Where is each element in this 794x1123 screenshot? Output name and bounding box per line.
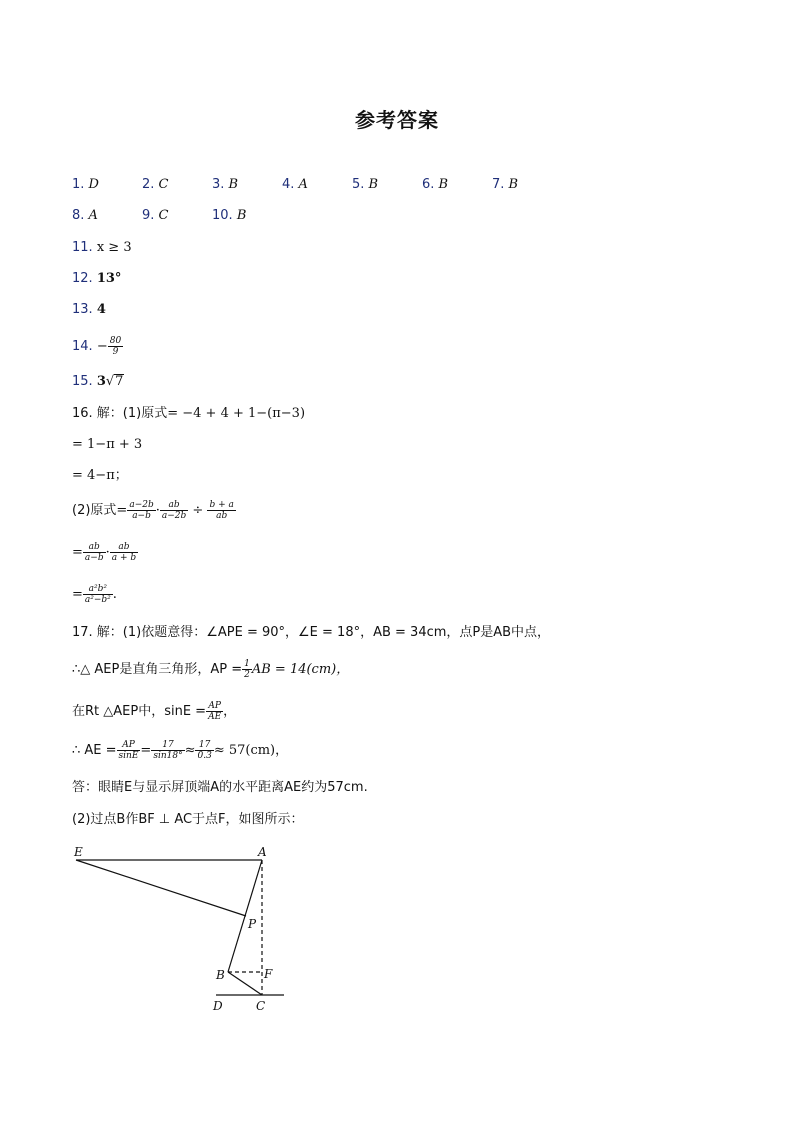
fraction: $\frac{AP}{AE}$ <box>208 701 222 722</box>
answer-13: 13. 4 <box>72 302 106 317</box>
q17-line-3: 在Rt △AEP中，sinE = $\frac{AP}{AE}$ ， <box>72 701 237 722</box>
choice-1: 1. D <box>72 177 99 192</box>
q16-line-2: = 1−π + 3 <box>72 437 143 452</box>
fraction: $\frac{80}{9}$ <box>109 336 122 357</box>
fraction: $\frac{ab}{a-b}$ <box>84 542 104 563</box>
label-A: A <box>258 845 267 859</box>
q16-line-3: = 4−π； <box>72 468 128 483</box>
q17-line-6: (2)过点B作BF ⊥ AC于点F，如图所示： <box>72 812 304 827</box>
fraction: $\frac{b + a}{ab}$ <box>209 500 234 521</box>
fraction: $\frac{17}{0.3}$ <box>197 740 212 761</box>
fraction: $\frac{\text{a²b²}}{\text{a²−b²}}$ <box>84 584 111 605</box>
label-P: P <box>248 917 257 931</box>
fraction: $\frac{ab}{a + b}$ <box>111 542 137 563</box>
label-D: D <box>213 999 223 1013</box>
segment-BC <box>228 972 262 995</box>
choice-5: 5. B <box>352 177 379 192</box>
label-E: E <box>74 845 83 859</box>
answer-15: 15. 3√7 <box>72 374 124 389</box>
fraction: $\frac{AP}{\sin E}$ <box>118 740 139 761</box>
fraction: $\frac{ab}{a-2b}$ <box>161 500 187 521</box>
choice-3: 3. B <box>212 177 239 192</box>
q17-line-4: ∴ AE = $\frac{AP}{\sin E}$ = $\frac{17}{\sin 18^\circ}$ ≈ $\frac{17}{0.3}$ ≈ 57(cm)， <box>72 740 289 761</box>
answer-14: 14. − $\frac{80}{9}$ <box>72 336 122 357</box>
label-C: C <box>256 999 266 1013</box>
choice-6: 6. B <box>422 177 449 192</box>
geometry-figure <box>60 840 300 1020</box>
q17-line-5: 答：眼睛E与显示屏顶端A的水平距离AE约为57cm. <box>72 780 368 795</box>
choice-8: 8. A <box>72 208 98 223</box>
choice-7: 7. B <box>492 177 519 192</box>
q16-line-1: 16. 解：(1)原式= −4 + 4 + 1−(π−3) <box>72 406 306 421</box>
fraction: $\frac{17}{\sin 18^\circ}$ <box>153 740 183 761</box>
q17-line-2: ∴△ AEP是直角三角形，AP = $\frac{1}{2}$ AB = 14(cm)， <box>72 659 350 680</box>
choice-9: 9. C <box>142 208 169 223</box>
page-title: 参考答案 <box>355 108 439 132</box>
answer-11: 11. x ≥ 3 <box>72 240 132 255</box>
sqrt-icon: √ <box>105 374 115 389</box>
q16-line-5: = $\frac{ab}{a-b}$ · $\frac{ab}{a + b}$ <box>72 542 137 563</box>
label-F: F <box>264 967 273 981</box>
q17-line-1: 17. 解：(1)依题意得：∠APE = 90°，∠E = 18°，AB = 34cm，点P是AB中点， <box>72 625 551 640</box>
q16-line-4: (2)原式= $\frac{a-2b}{a-b}$ · $\frac{ab}{a-2b}$ ÷ $\frac{b + a}{ab}$ <box>72 500 234 521</box>
choice-10: 10. B <box>212 208 247 223</box>
q16-line-6: = $\frac{\text{a²b²}}{\text{a²−b²}}$ . <box>72 584 117 605</box>
choice-4: 4. A <box>282 177 308 192</box>
fraction: $\frac{1}{2}$ <box>244 659 250 680</box>
segment-AB <box>228 860 262 972</box>
label-B: B <box>216 968 225 982</box>
choice-2: 2. C <box>142 177 169 192</box>
answer-12: 12. 13° <box>72 271 122 286</box>
fraction: $\frac{a-2b}{a-b}$ <box>129 500 154 521</box>
segment-EP <box>76 860 246 916</box>
